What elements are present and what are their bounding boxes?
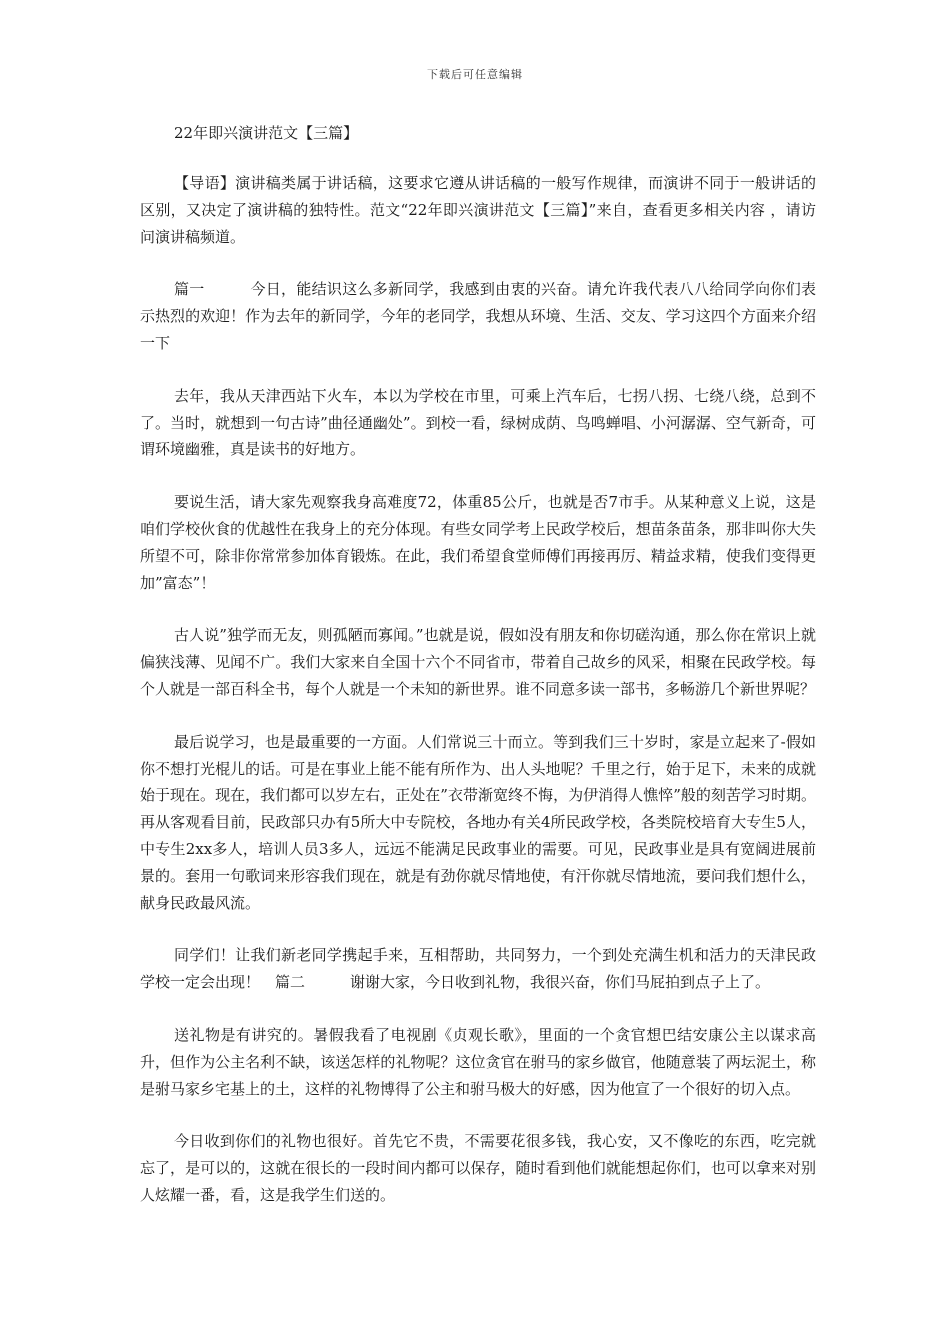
- header-note: 下载后可任意编辑: [427, 68, 523, 81]
- paragraph-closing-part-two: 同学们！让我们新老同学携起手来，互相帮助，共同努力，一个到处充满生机和活力的天津民政学校一定会出现！ 篇二 谢谢大家，今日收到礼物，我很兴奋，你们马屁拍到点子上了。: [140, 946, 816, 992]
- paragraph-gift-story: 送礼物是有讲究的。暑假我看了电视剧《贞观长歌》，里面的一个贪官想巴结安康公主以谋求高升，但作为公主名利不缺，该送怎样的礼物呢？这位贪官在驸马的家乡做官，他随意装了两坛泥土，称是驸马家乡宅基上的土，这样的礼物博得了公主和驸马极大的好感，因为他宣了一个很好的切入点。: [140, 1025, 816, 1098]
- paragraph-part-one: 篇一 今日，能结识这么多新同学，我感到由衷的兴奋。请允许我代表八八给同学向你们表示热烈的欢迎！作为去年的新同学，今年的老同学，我想从环境、生活、交友、学习这四个方面来介绍一下: [140, 280, 816, 352]
- document-body: [140, 120, 816, 1235]
- paragraph-environment: 去年，我从天津西站下火车，本以为学校在市里，可乘上汽车后，七拐八拐、七绕八绕，总到不了。当时，就想到一句古诗”曲径通幽处”。到校一看，绿树成荫、鸟鸣蝉唱、小河潺潺、空气新奇，可谓环境幽雅，真是读书的好地方。: [140, 386, 816, 459]
- paragraph-friends: 古人说”独学而无友，则孤陋而寡闻。”也就是说，假如没有朋友和你切磋沟通，那么你在常识上就偏狭浅薄、见闻不广。我们大家来自全国十六个不同省市，带着自己故乡的风采，相聚在民政学校。每个人就是一部百科全书，每个人就是一个未知的新世界。谁不同意多读一部书，多畅游几个新世界呢？: [140, 626, 816, 698]
- paragraph-study: 最后说学习，也是最重要的一方面。人们常说三十而立。等到我们三十岁时，家是立起来了-假如你不想打光棍儿的话。可是在事业上能不能有所作为、出人头地呢？千里之行，始于足下，未来的成就始于现在。现在，我们都可以岁左右，正处在”衣带渐宽终不悔，为伊消得人憔悴”般的刻苦学习时期。再从客观看目前，民政部只办有5所大中专院校，各地办有关4所民政学校，各类院校培育大专生5人，中专生2xx多人，培训人员3多人，远远不能满足民政事业的需要。可见，民政事业是具有宽阔进展前景的。套用一句歌词来形容我们现在，就是有劲你就尽情地使，有汗你就尽情地流，要问我们想什么，献身民政最风流。: [140, 732, 816, 912]
- document-title: 22年即兴演讲范文【三篇】: [174, 124, 359, 142]
- paragraph-gift-today: 今日收到你们的礼物也很好。首先它不贵，不需要花很多钱，我心安，又不像吃的东西，吃完就忘了，是可以的，这就在很长的一段时间内都可以保存，随时看到他们就能想起你们，也可以拿来对别人炫耀一番，看，这是我学生们送的。: [140, 1132, 816, 1204]
- paragraph-life: 要说生活，请大家先观察我身高难度72，体重85公斤，也就是否7市手。从某种意义上说，这是咱们学校伙食的优越性在我身上的充分体现。有些女同学考上民政学校后，想苗条苗条，那非叫你大失所望不可，除非你常常参加体育锻炼。在此，我们希望食堂师傅们再接再厉、精益求精，使我们变得更加”富态”！: [140, 493, 816, 592]
- paragraph-intro: 【导语】演讲稿类属于讲话稿，这要求它遵从讲话稿的一般写作规律，而演讲不同于一般讲话的区别，又决定了演讲稿的独特性。范文“22年即兴演讲范文【三篇】”来自，查看更多相关内容 ，请访问演讲稿频道。: [140, 174, 816, 246]
